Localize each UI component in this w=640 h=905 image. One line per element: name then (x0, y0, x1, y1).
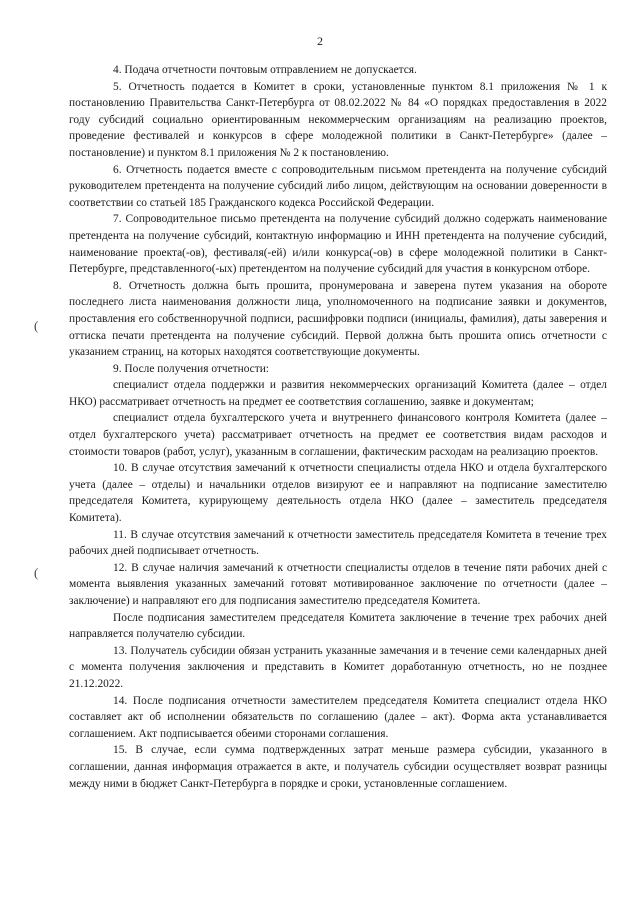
paragraph-14: 14. После подписания отчетности заместителем председателя Комитета специалист отдела НКО составляет акт об исполнении обязательств по соглашению (далее – акт). Форма акта устанавливается соглашением. Акт подписывается обеими сторонами соглашения. (69, 694, 607, 740)
paragraph-4: 4. Подача отчетности почтовым отправлением не допускается. (113, 64, 417, 76)
paragraph-13: 13. Получатель субсидии обязан устранить указанные замечания и в течение семи календарных дней с момента получения заключения и представить в Комитет доработанную отчетность, но не позднее 21.12.2022. (69, 644, 607, 690)
paragraph-11: 11. В случае отсутствия замечаний к отчетности заместитель председателя Комитета в течение трех рабочих дней подписывает отчетность. (69, 528, 607, 558)
paragraph-10: 10. В случае отсутствия замечаний к отчетности специалисты отдела НКО и отдела бухгалтерского учета (далее – отделы) и начальники отделов визируют ее и направляют на подписание заместителю председателя Комитета, курирующему деятельность отдела НКО (далее – заместитель председателя Комитета). (69, 462, 607, 525)
paragraph-15: 15. В случае, если сумма подтвержденных затрат меньше размера субсидии, указанного в соглашении, данная информация отражается в акте, и получатель субсидии осуществляет возврат разницы между ними в бюджет Санкт-Петербурга в порядке и сроки, установленные соглашением. (69, 744, 607, 790)
paragraph-12: 12. В случае наличия замечаний к отчетности специалисты отделов в течение пяти рабочих дней с момента выявления указанных замечаний готовят мотивированное заключение по отчетности (далее – заключение) и направляют его для подписания заместителю председателя Комитета. (69, 561, 607, 607)
paragraph-7: 7. Сопроводительное письмо претендента на получение субсидий должно содержать наименование претендента на получение субсидий, контактную информацию и ИНН претендента на получение субсидий, наименование проекта(-ов), фестиваля(-ей) и/или конкурса(-ов) в сфере молодежной политики в Санкт-Петербурге, представленного(-ых) претендентом на получение субсидий для участия в конкурсном отборе. (69, 213, 607, 276)
paragraph-9: 9. После получения отчетности: (113, 362, 269, 375)
paragraph-6: 6. Отчетность подается вместе с сопроводительным письмом претендента на получение субсидий руководителем претендента на получение субсидий либо лицом, действующим на основании доверенности в соответствии со статьей 185 Гражданского кодекса Российской Федерации. (69, 163, 607, 209)
paragraph-5: 5. Отчетность подается в Комитет в сроки, установленные пунктом 8.1 приложения № 1 к постановлению Правительства Санкт-Петербурга от 08.02.2022 № 84 «О порядках предоставления в 2022 году субсидий социально ориентированным некоммерческим организациям на реализацию проектов, проведение фестивалей и конкурсов в сфере молодежной политики в Санкт-Петербурге» (далее – постановление) и пунктом 8.1 приложения № 2 к постановлению. (69, 80, 607, 159)
page-number: 2 (317, 34, 323, 48)
paragraph-9-accounting: специалист отдела бухгалтерского учета и внутреннего финансового контроля Комитета (далее – отдел бухгалтерского учета) рассматривает отчетность на предмет ее соответствия видам расходов и стоимости товаров (работ, услуг), указанным в соглашении, фактическим расходам на реализацию проектов. (69, 412, 607, 458)
paragraph-12-after: После подписания заместителем председателя Комитета заключение в течение трех рабочих дней направляется получателю субсидии. (69, 611, 607, 641)
margin-mark: ( (34, 318, 39, 333)
margin-mark: ( (34, 565, 39, 580)
document-body (69, 62, 607, 792)
paragraph-9-nko: специалист отдела поддержки и развития некоммерческих организаций Комитета (далее – отдел НКО) рассматривает отчетность на предмет ее соответствия соглашению, заявке и документам; (69, 379, 607, 408)
paragraph-8: 8. Отчетность должна быть прошита, пронумерована и заверена путем указания на обороте последнего листа наименования должности лица, уполномоченного на подписание заявки и документов, проставления его собственноручной подписи, расшифровки подписи (инициалы, фамилия), даты заверения и оттиска печати претендента на получение субсидий. Первой должна быть прошита опись отчетности с указанием страниц, на которых находятся соответствующие документы. (69, 279, 607, 359)
